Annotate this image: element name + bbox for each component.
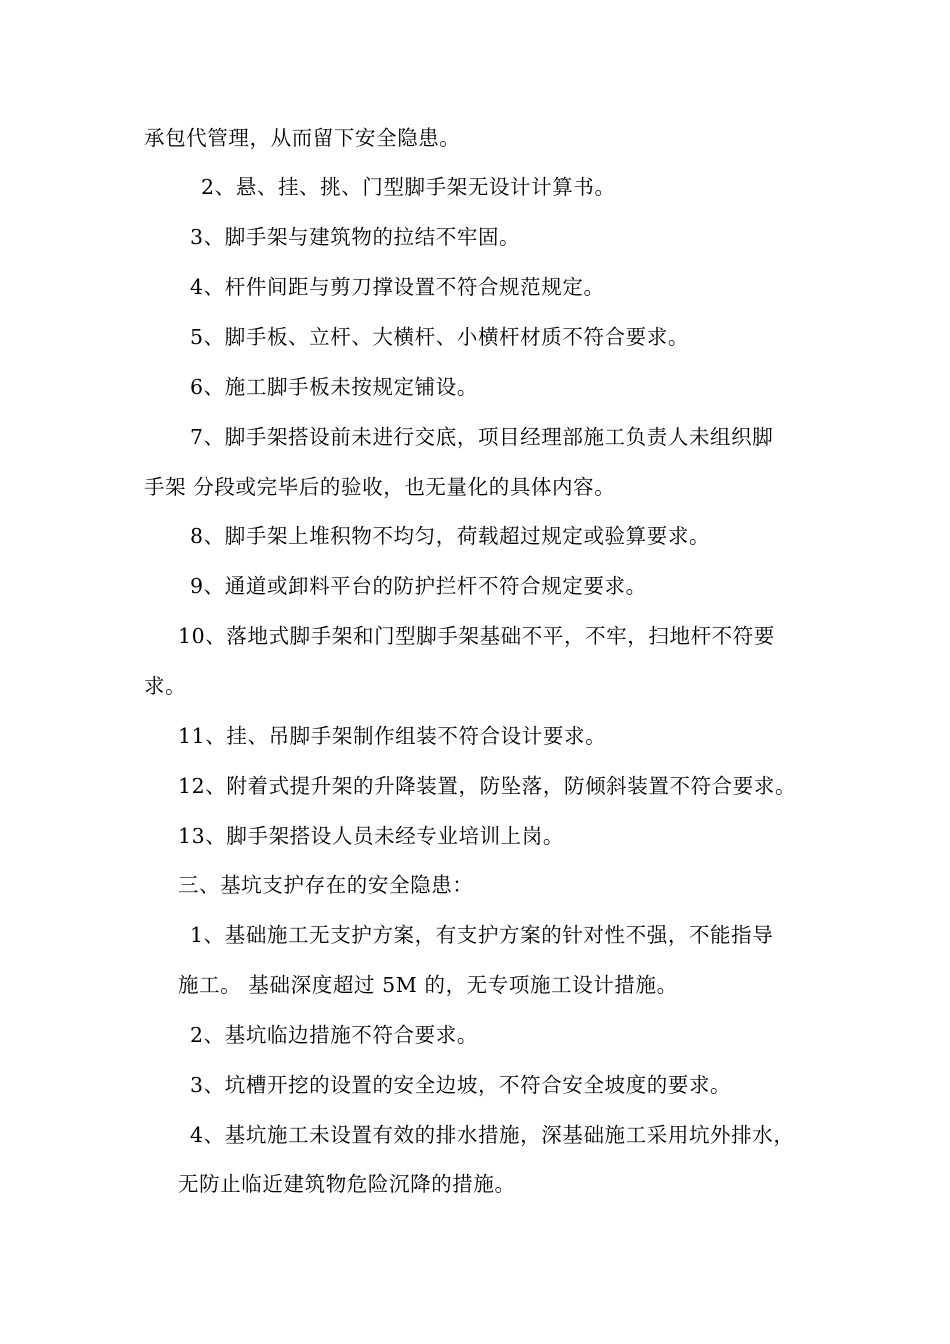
text-line: 承包代管理，从而留下安全隐患。 (144, 126, 461, 150)
text-line: 8、脚手架上堆积物不均匀，荷载超过规定或验算要求。 (190, 524, 711, 548)
text-line: 1、基础施工无支护方案，有支护方案的针对性不强，不能指导 (190, 923, 774, 947)
text-line: 12、附着式提升架的升降装置，防坠落，防倾斜装置不符合要求。 (178, 774, 797, 798)
text-line: 手架 分段或完毕后的验收，也无量化的具体内容。 (144, 475, 616, 499)
text-line: 10、落地式脚手架和门型脚手架基础不平，不牢，扫地杆不符要 (178, 624, 775, 648)
text-line: 13、脚手架搭设人员未经专业培训上岗。 (178, 824, 564, 848)
text-line: 4、基坑施工未设置有效的排水措施，深基础施工采用坑外排水， (190, 1123, 795, 1147)
text-line: 2、悬、挂、挑、门型脚手架无设计计算书。 (201, 175, 616, 199)
text-line: 11、挂、吊脚手架制作组装不符合设计要求。 (178, 724, 607, 748)
text-line: 6、施工脚手板未按规定铺设。 (190, 375, 478, 399)
text-line: 施工。 基础深度超过 5M 的，无专项施工设计措施。 (178, 973, 678, 997)
text-line: 4、杆件间距与剪刀撑设置不符合规范规定。 (190, 275, 605, 299)
text-line: 求。 (144, 674, 187, 698)
text-line: 7、脚手架搭设前未进行交底，项目经理部施工负责人未组织脚 (190, 425, 774, 449)
text-line: 9、通道或卸料平台的防护拦杆不符合规定要求。 (190, 574, 647, 598)
text-line: 5、脚手板、立杆、大横杆、小横杆材质不符合要求。 (190, 325, 689, 349)
text-line: 3、脚手架与建筑物的拉结不牢固。 (190, 225, 521, 249)
text-line: 3、坑槽开挖的设置的安全边坡，不符合安全坡度的要求。 (190, 1073, 732, 1097)
text-line: 2、基坑临边措施不符合要求。 (190, 1023, 478, 1047)
section-heading: 三、基坑支护存在的安全隐患： (178, 873, 474, 897)
text-line: 无防止临近建筑物危险沉降的措施。 (178, 1172, 516, 1196)
